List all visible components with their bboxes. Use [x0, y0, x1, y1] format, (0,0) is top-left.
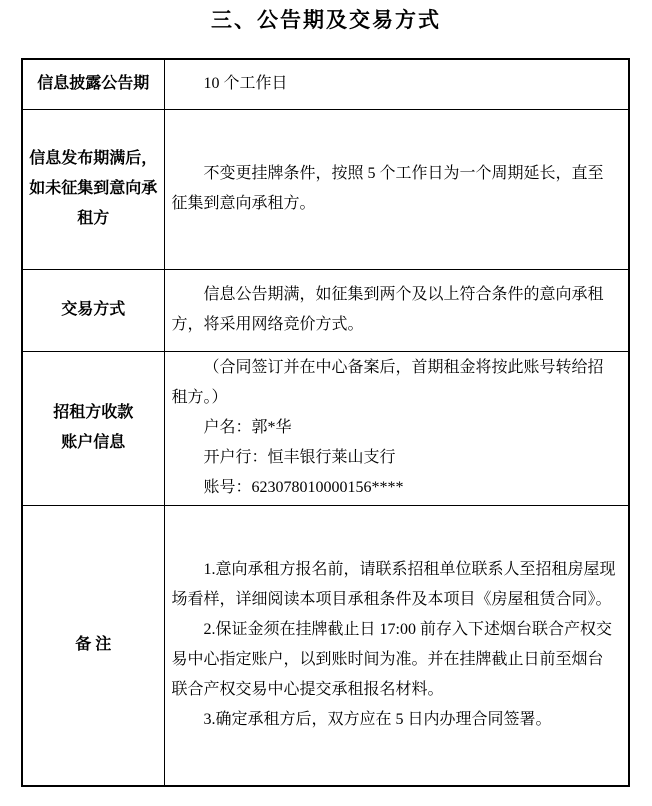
paragraph-account-name: 户名：郭*华 — [203, 419, 292, 436]
table-row-trading-method — [22, 269, 629, 351]
page-title: 三、公告期及交易方式 — [211, 8, 441, 32]
paragraph: 10 个工作日 — [203, 75, 288, 93]
paragraph-remark-3: 3.确定承租方后，双方应在 5 日内办理合同签署。 — [203, 711, 552, 729]
row-label-cell — [22, 505, 164, 786]
table-row-after-period-expiry — [22, 109, 629, 269]
row-content-cell — [164, 351, 629, 505]
paragraph: 不变更挂牌条件，按照 5 个工作日为一个周期延长，直至征集到意向承租方。 — [171, 165, 604, 212]
paragraph-account-number: 账号：623078010000156**** — [203, 479, 404, 496]
row-label-cell — [22, 351, 164, 505]
table-row-lessor-account-info — [22, 351, 629, 505]
table-row-disclosure-period — [22, 59, 629, 109]
row-label-cell — [22, 109, 164, 269]
row-content-cell — [164, 109, 629, 269]
row-label-line: 账户信息 — [61, 434, 126, 451]
row-label-line: 信息发布期满后， — [29, 150, 158, 167]
row-label-cell — [22, 269, 164, 351]
paragraph: 信息公告期满，如征集到两个及以上符合条件的意向承租方，将采用网络竞价方式。 — [171, 286, 604, 333]
table-row-remarks — [22, 505, 629, 786]
announcement-and-trading-table — [21, 58, 630, 787]
paragraph-remark-1: 1.意向承租方报名前，请联系招租单位联系人至招租房屋现场看样，详细阅读本项目承租条件及本项目《房屋租赁合同》。 — [171, 561, 616, 609]
row-label-line: 备 注 — [75, 636, 112, 654]
paragraph-bank-name: 开户行：恒丰银行莱山支行 — [203, 449, 396, 466]
paragraph-remark-2: 2.保证金须在挂牌截止日 17:00 前存入下述烟台联合产权交易中心指定账户，以到账时间为准。并在挂牌截止日前至烟台联合产权交易中心提交承租报名材料。 — [171, 621, 612, 699]
row-label-line: 招租方收款 — [53, 404, 134, 421]
row-label-cell — [22, 59, 164, 109]
row-label-line: 租方 — [77, 210, 110, 227]
row-label-line: 交易方式 — [61, 301, 126, 318]
row-label-line: 如未征集到意向承 — [29, 180, 158, 197]
row-content-cell — [164, 59, 629, 109]
row-label-line: 信息披露公告期 — [37, 75, 150, 93]
paragraph: （合同签订并在中心备案后，首期租金将按此账号转给招租方。） — [171, 359, 604, 406]
row-content-cell — [164, 269, 629, 351]
row-content-cell — [164, 505, 629, 786]
